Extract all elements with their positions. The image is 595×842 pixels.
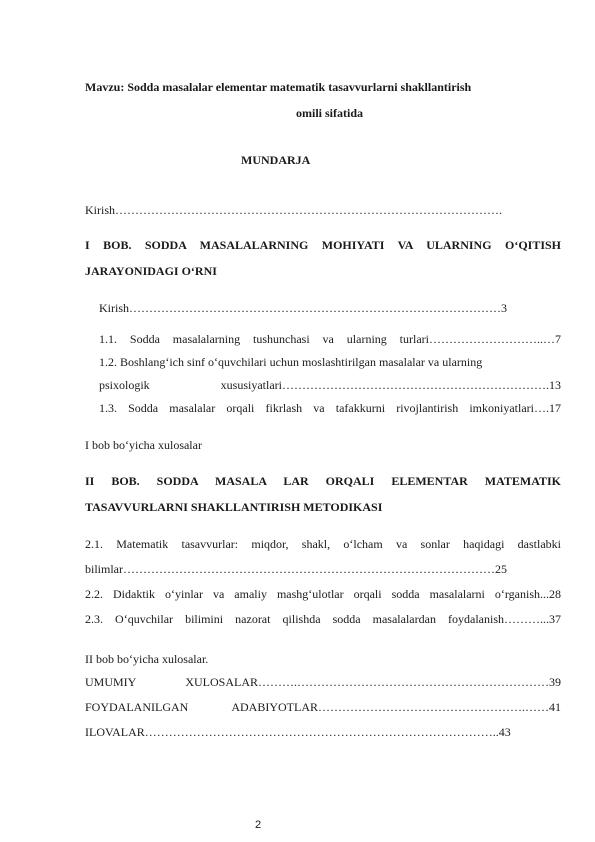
page-number: 2 [255, 819, 262, 831]
toc-entry-2-2: 2.2. Didaktik o‘yinlar va amaliy mashg‘ulotlar orqali sodda masalalarni o‘rganish...28 [85, 587, 561, 601]
toc-entry-2-3: 2.3. O‘quvchilar bilimini nazorat qilishda sodda masalalardan foydalanish………...37 [85, 612, 561, 626]
chapter2-heading-line-2: TASAVVURLARNI SHAKLLANTIRISH METODIKASI [85, 500, 383, 514]
toc-entry-1-2-line-1: 1.2. Boshlang‘ich sinf o‘quvchilari uchun moslashtirilgan masalalar va ularning [99, 355, 483, 369]
title-line-2: omili sifatida [296, 106, 364, 120]
chapter1-heading-line-1: I BOB. SODDA MASALALARNING MOHIYATI VA ULARNING O‘QITISH [85, 238, 561, 252]
chapter2-heading-line-1: II BOB. SODDA MASALA LAR ORQALI ELEMENTAR MATEMATIK [85, 474, 561, 488]
toc-entry-appendices: ILOVALAR……………………………………………………………………………..43 [85, 725, 511, 739]
chapter1-heading-line-2: JARAYONIDAGI O‘RNI [85, 264, 217, 278]
toc-entry-general-conclusions: UMUMIY XULOSALAR……….………………………………………………………39 [85, 675, 561, 689]
toc-entry-2-1-line-2: bilimlar…………………………………………………………………………………25 [85, 562, 507, 576]
toc-heading: MUNDARJA [241, 153, 311, 167]
toc-entry-references: FOYDALANILGAN ADABIYOTLAR…………………………………………….……41 [85, 700, 561, 714]
toc-entry-intro: Kirish……………………………………………………………………………………. [85, 203, 502, 217]
toc-entry-1-1: 1.1. Sodda masalalarning tushunchasi va ularning turlari………………………..…7 [99, 332, 561, 346]
chapter1-conclusion: I bob bo‘yicha xulosalar [85, 438, 202, 452]
toc-entry-1-2-line-2: psixologik xususiyatlari………………………………………………………….13 [99, 378, 561, 392]
toc-entry-1-3: 1.3. Sodda masalalar orqali fikrlash va tafakkurni rivojlantirish imkoniyatlari….17 [99, 401, 561, 415]
chapter2-conclusion: II bob bo‘yicha xulosalar. [85, 652, 209, 666]
toc-entry-2-1-line-1: 2.1. Matematik tasavvurlar: miqdor, shakl, o‘lcham va sonlar haqidagi dastlabki [85, 537, 561, 551]
toc-entry-ch1-intro: Kirish…………………………………………………………………………………3 [99, 301, 507, 315]
title-line-1: Mavzu: Sodda masalalar elementar matematik tasavvurlarni shakllantirish [85, 80, 472, 94]
